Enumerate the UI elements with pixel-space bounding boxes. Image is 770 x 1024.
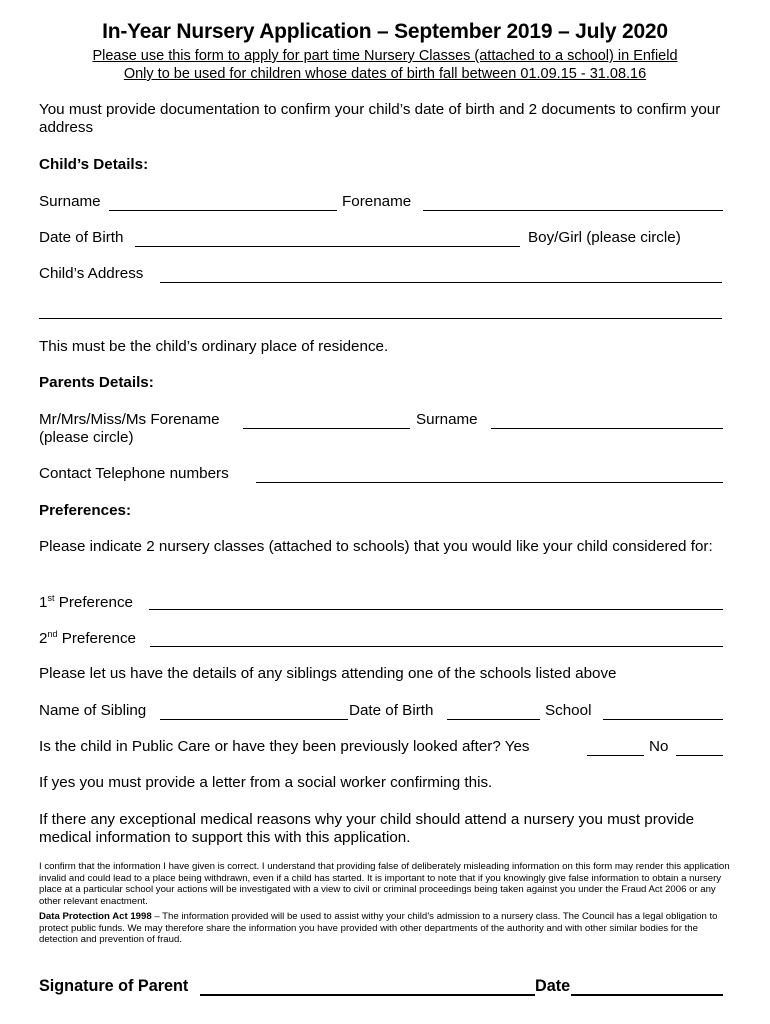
child-address-field-2[interactable] <box>39 318 722 319</box>
preferences-heading: Preferences: <box>39 502 132 519</box>
parent-forename-label: Mr/Mrs/Miss/Ms Forename <box>39 411 220 428</box>
sibling-name-field[interactable] <box>160 719 348 720</box>
public-care-yes-field[interactable] <box>587 755 644 756</box>
parents-details-heading: Parents Details: <box>39 374 154 391</box>
child-surname-label: Surname <box>39 193 101 210</box>
medical-note: If there any exceptional medical reasons why your child should attend a nursery you must provide medical information to support this with this application. <box>39 811 695 846</box>
child-details-heading: Child’s Details: <box>39 156 149 173</box>
form-title: In-Year Nursery Application – September 2019 – July 2020 <box>102 20 668 43</box>
contact-phone-label: Contact Telephone numbers <box>39 465 229 482</box>
public-care-no-field[interactable] <box>676 755 723 756</box>
child-address-field-1[interactable] <box>160 282 722 283</box>
sibling-school-label: School <box>545 702 592 719</box>
data-protection-heading: Data Protection Act 1998 <box>39 911 152 922</box>
child-forename-field[interactable] <box>423 210 723 211</box>
child-address-label: Child’s Address <box>39 265 144 282</box>
preferences-instructions: Please indicate 2 nursery classes (attached to schools) that you would like your child considered for: <box>39 538 713 555</box>
sibling-school-field[interactable] <box>603 719 723 720</box>
first-preference-field[interactable] <box>149 609 723 610</box>
sibling-name-label: Name of Sibling <box>39 702 147 719</box>
child-dob-label: Date of Birth <box>39 229 124 246</box>
sibling-dob-label: Date of Birth <box>349 702 434 719</box>
signature-label: Signature of Parent <box>39 977 189 995</box>
signature-date-field[interactable] <box>571 994 723 996</box>
form-subtitle-eligibility: Only to be used for children whose dates of birth fall between 01.09.15 - 31.08.16 <box>123 66 647 82</box>
public-care-no-label: No <box>649 738 669 755</box>
parent-surname-field[interactable] <box>491 428 723 429</box>
parent-circle-note: (please circle) <box>39 429 134 446</box>
signature-field[interactable] <box>200 994 535 996</box>
parent-surname-label: Surname <box>416 411 478 428</box>
sibling-dob-field[interactable] <box>447 719 540 720</box>
second-preference-label: 2nd Preference <box>39 629 136 647</box>
signature-date-label: Date <box>535 977 571 995</box>
form-subtitle-scope: Please use this form to apply for part time Nursery Classes (attached to a school) in Enfield <box>92 48 678 64</box>
child-gender-label: Boy/Girl (please circle) <box>528 229 681 246</box>
siblings-instructions: Please let us have the details of any siblings attending one of the schools listed above <box>39 665 617 682</box>
intro-text: You must provide documentation to confirm your child’s date of birth and 2 documents to confirm your address <box>39 101 721 136</box>
residence-note: This must be the child’s ordinary place of residence. <box>39 338 389 355</box>
social-worker-note: If yes you must provide a letter from a social worker confirming this. <box>39 774 493 791</box>
first-preference-label: 1st Preference <box>39 593 133 611</box>
second-preference-field[interactable] <box>150 646 723 647</box>
declaration-text: I confirm that the information I have given is correct. I understand that providing false of deliberately misleading information on this form may render this application invalid and could lead to a place being withdrawn, even if a child has started. It is important to note that if you knowingly give false information to obtain a nursery place at a particular school your actions will be investigated with a view to civil or criminal proceedings being taken against you under the Fraud Act 2006 or any other relevant enactment. <box>39 861 730 907</box>
parent-forename-field[interactable] <box>243 428 410 429</box>
child-surname-field[interactable] <box>109 210 337 211</box>
public-care-question: Is the child in Public Care or have they been previously looked after? Yes <box>39 738 530 755</box>
data-protection-text: Data Protection Act 1998 – The information provided will be used to assist withy your child’s admission to a nursery class. The Council has a legal obligation to protect public funds. We may therefore share the information you have provided with other departments of the authority and with other similar bodies for the detection and prevention of fraud. <box>39 911 718 946</box>
child-forename-label: Forename <box>342 193 412 210</box>
contact-phone-field[interactable] <box>256 482 723 483</box>
child-dob-field[interactable] <box>135 246 520 247</box>
